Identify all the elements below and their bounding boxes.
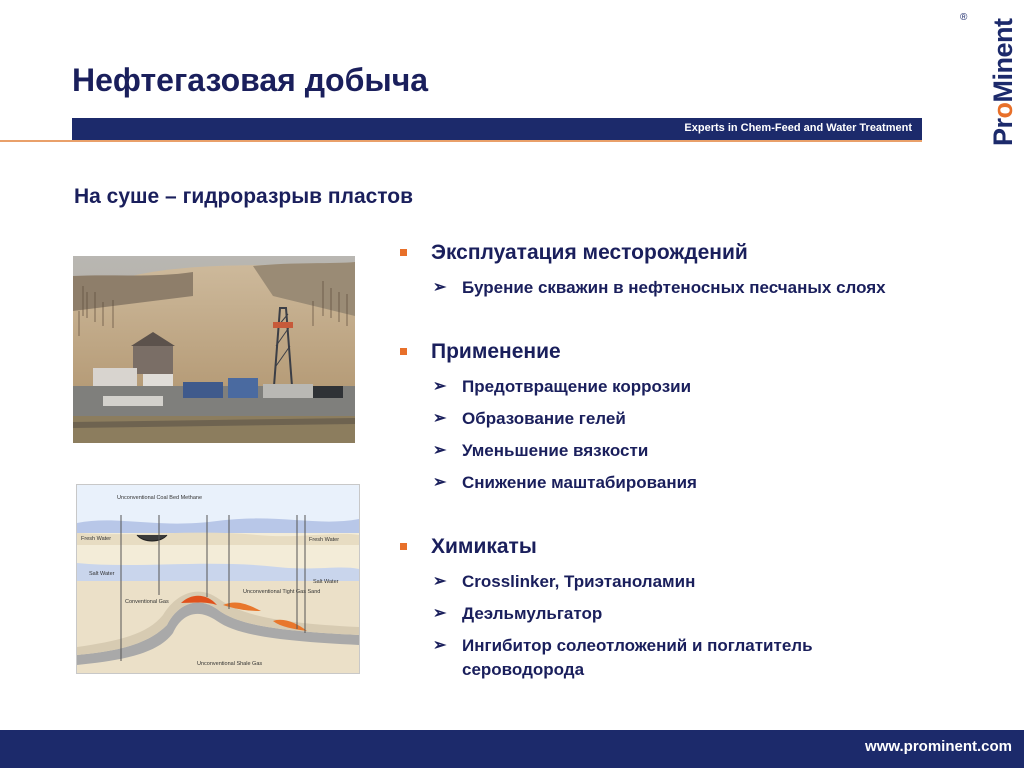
label-salt-water-left: Salt Water [89, 571, 115, 577]
arrow-bullet-icon: ➢ [433, 605, 447, 622]
slide-title: Нефтегазовая добыча [72, 62, 429, 98]
section-heading: Химикаты [398, 532, 998, 562]
list-item: ➢ Ингибитор солеотложений и поглатитель сероводорода [433, 636, 813, 679]
bullet-square-icon [400, 543, 407, 550]
arrow-bullet-icon: ➢ [433, 279, 447, 296]
label-shale-gas: Unconventional Shale Gas [197, 661, 263, 667]
section-exploitation [398, 238, 998, 300]
section-application [398, 337, 998, 495]
label-conventional-gas: Conventional Gas [125, 599, 169, 605]
arrow-bullet-icon: ➢ [433, 442, 447, 459]
arrow-bullet-icon: ➢ [433, 637, 447, 654]
prominent-logo [958, 10, 1018, 148]
label-fresh-water-left: Fresh Water [81, 536, 112, 542]
gas-reservoir-diagram [76, 484, 360, 674]
content-list [398, 238, 998, 682]
footer-url-link[interactable]: www.prominent.com [865, 738, 1012, 755]
registered-mark: ® [960, 12, 968, 23]
list-item: ➢ Снижение маштабирования [398, 471, 998, 495]
logo-wordmark: ProMinent [988, 18, 1018, 146]
label-fresh-water-right: Fresh Water [309, 537, 340, 543]
list-item: ➢ Образование гелей [398, 407, 998, 431]
bullet-square-icon [400, 249, 407, 256]
label-salt-water-right: Salt Water [313, 579, 339, 585]
slide-subtitle: На суше – гидроразрыв пластов [74, 185, 414, 208]
arrow-bullet-icon: ➢ [433, 573, 447, 590]
section-chemicals [398, 532, 998, 682]
list-item: ➢ Бурение скважин в нефтеносных песчаных слоях [398, 276, 998, 300]
list-item: ➢ Crosslinker, Триэтаноламин [398, 570, 998, 594]
list-item: ➢ Предотвращение коррозии [398, 375, 998, 399]
label-tight-gas-sand: Unconventional Tight Gas Sand [243, 589, 321, 595]
header-accent-line [0, 140, 922, 142]
section-heading: Эксплуатация месторождений [398, 238, 998, 268]
section-heading: Применение [398, 337, 998, 367]
tagline: Experts in Chem-Feed and Water Treatment [684, 122, 912, 134]
arrow-bullet-icon: ➢ [433, 378, 447, 395]
drilling-rig-photo [73, 256, 355, 443]
bullet-square-icon [400, 348, 407, 355]
footer-bar [0, 730, 1024, 768]
list-item: ➢ Деэльмульгатор [398, 602, 998, 626]
label-coal-bed-methane: Unconventional Coal Bed Methane [117, 495, 203, 501]
arrow-bullet-icon: ➢ [433, 410, 447, 427]
arrow-bullet-icon: ➢ [433, 474, 447, 491]
list-item: ➢ Уменьшение вязкости [398, 439, 998, 463]
header-bar [72, 118, 922, 140]
